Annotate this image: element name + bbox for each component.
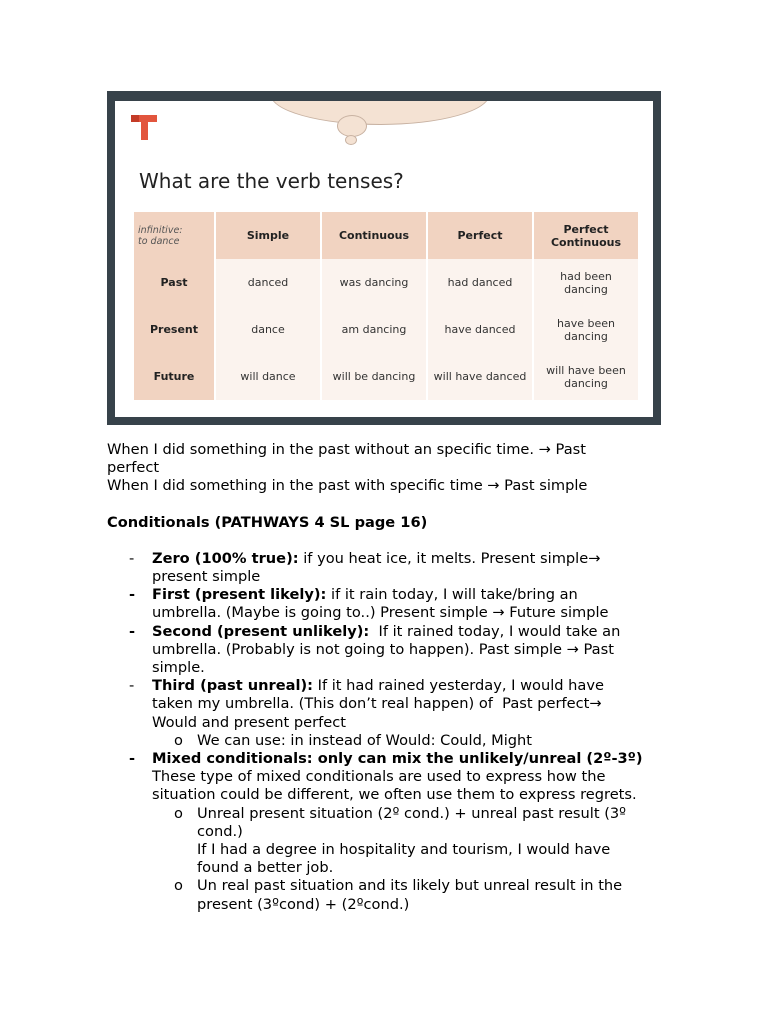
- slide-content: [115, 101, 653, 417]
- circle-bullet: o: [174, 804, 183, 822]
- sub-item-text: We can use: in instead of Would: Could, Might: [197, 731, 533, 749]
- table-corner-cell: infinitive: to dance: [134, 212, 214, 259]
- header-simple: Simple: [216, 212, 320, 259]
- table-cell: will have danced: [428, 353, 532, 400]
- sub-item-text: Unreal present situation (2º cond.) + unreal past result (3º cond.) If I had a degree in hospitality and tourism, I would have found a better job.: [197, 804, 627, 877]
- conditional-label: First (present likely):: [152, 586, 327, 604]
- verb-tense-table: [132, 212, 640, 400]
- dash-bullet: -: [129, 677, 135, 695]
- thought-bubble-small-decoration: [345, 135, 357, 145]
- list-item: [107, 550, 667, 586]
- table-cell: dance: [216, 306, 320, 353]
- conditional-label: Zero (100% true):: [152, 549, 299, 567]
- section-heading: Conditionals (PATHWAYS 4 SL page 16): [107, 513, 428, 531]
- table-cell: will dance: [216, 353, 320, 400]
- table-cell: had been dancing: [534, 259, 638, 306]
- sub-list-item: [107, 732, 667, 750]
- list-item: [107, 586, 667, 622]
- note-line: When I did something in the past without an specific time. → Past perfect: [107, 441, 586, 477]
- table-cell: will have been dancing: [534, 353, 638, 400]
- row-label-present: Present: [134, 306, 214, 353]
- table-row: [134, 306, 638, 353]
- brand-logo-icon: [129, 113, 159, 141]
- dash-bullet: -: [129, 549, 135, 567]
- table-cell: have danced: [428, 306, 532, 353]
- thought-cloud-decoration: [270, 101, 490, 125]
- conditional-text: If it had rained yesterday, I would have taken my umbrella. (This don’t real happen) of Past perfect→ Would and present perfect: [152, 677, 604, 731]
- header-perfect: Perfect: [428, 212, 532, 259]
- slide-title: What are the verb tenses?: [139, 169, 404, 193]
- table-cell: am dancing: [322, 306, 426, 353]
- circle-bullet: o: [174, 731, 183, 749]
- sub-list-item: [107, 877, 667, 913]
- sub-item-text: Un real past situation and its likely but unreal result in the present (3ºcond) + (2ºcond.): [197, 877, 623, 913]
- verb-tenses-slide-image: [107, 91, 661, 425]
- conditional-label: Third (past unreal):: [152, 677, 314, 695]
- document-body: [107, 441, 667, 914]
- table-cell: danced: [216, 259, 320, 306]
- thought-bubble-decoration: [337, 115, 367, 137]
- table-cell: had danced: [428, 259, 532, 306]
- conditional-label: Second (present unlikely):: [152, 622, 370, 640]
- dash-bullet: -: [129, 586, 136, 604]
- conditional-label: Mixed conditionals: only can mix the unlikely/unreal (2º-3º): [152, 750, 643, 768]
- table-header-row: [134, 212, 638, 259]
- sub-list-item: [107, 805, 667, 878]
- dash-bullet: -: [129, 622, 136, 640]
- list-item: [107, 677, 667, 732]
- row-label-future: Future: [134, 353, 214, 400]
- circle-bullet: o: [174, 877, 183, 895]
- note-line: When I did something in the past with specific time → Past simple: [107, 477, 588, 495]
- header-perfect-continuous: Perfect Continuous: [534, 212, 638, 259]
- conditional-text: If it rained today, I would take an umbrella. (Probably is not going to happen). Past simple → Past simple.: [152, 622, 621, 677]
- table-cell: was dancing: [322, 259, 426, 306]
- list-item: [107, 623, 667, 678]
- row-label-past: Past: [134, 259, 214, 306]
- table-cell: have been dancing: [534, 306, 638, 353]
- conditional-text: if you heat ice, it melts. Present simple→ present simple: [152, 549, 601, 586]
- conditional-text: These type of mixed conditionals are used to express how the situation could be different, we often use them to express regrets.: [152, 768, 637, 804]
- dash-bullet: -: [129, 750, 136, 768]
- table-row: [134, 259, 638, 306]
- table-cell: will be dancing: [322, 353, 426, 400]
- conditional-text: if it rain today, I will take/bring an umbrella. (Maybe is going to..) Present simple → Future simple: [152, 586, 609, 622]
- table-row: [134, 353, 638, 400]
- header-continuous: Continuous: [322, 212, 426, 259]
- list-item: [107, 750, 667, 805]
